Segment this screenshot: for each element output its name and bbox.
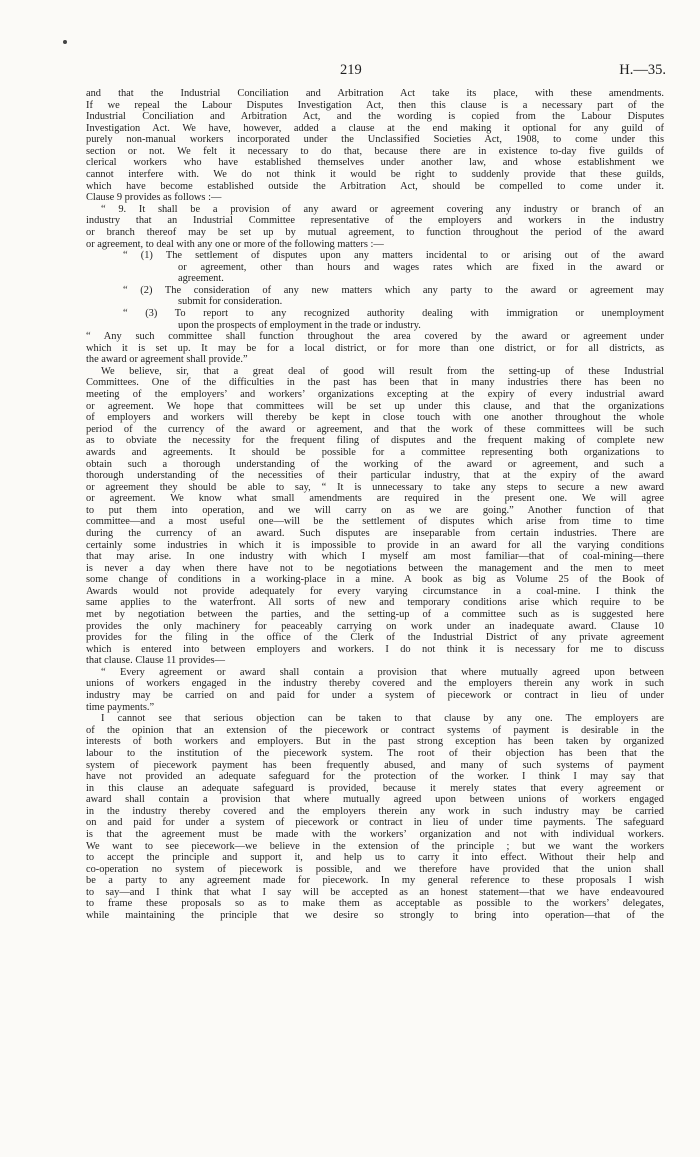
text-line: Investigation Act. We have, however, added a clause at the end making it optional for any guild of (86, 122, 664, 134)
text-line: that clause. Clause 11 provides— (86, 655, 225, 667)
text-line: We believe, sir, that a great deal of good will result from the setting-up of these Industrial (101, 365, 664, 377)
text-line: in this clause an adequate safeguard is provided, because it merely states that every agreement or (86, 782, 664, 794)
text-line: to say—and I think that what I say will be accepted as an honest statement—that we have endeavoured (86, 886, 664, 898)
text-line: awards and agreements. It should be possible for a committee representing both organizations to (86, 446, 664, 458)
text-line: committee—and a most useful one—will be the settlement of disputes which arise from time to time (86, 516, 664, 528)
paper-reference: H.—35. (619, 62, 666, 78)
text-line: section or not. We felt it necessary to do that, because there are in existence to-day five guilds of (86, 145, 664, 157)
text-line: industry that an Industrial Committee representative of the employers and workers in the industry (86, 215, 664, 227)
text-line: provides for the filing in the office of the Clerk of the Industrial District of any private agreement (86, 632, 664, 644)
text-line: “ Any such committee shall function throughout the area covered by the award or agreement under (86, 331, 664, 343)
text-line: is that the agreement must be made with the workers’ organization and not with individual workers. (86, 829, 664, 840)
text-line: during the currency of an award. Such disputes are inseparable from certain industries. There are (86, 527, 664, 539)
text-line: some change of conditions in a working-place in a mine. A book as big as Volume 25 of the Book of (86, 574, 664, 586)
page-header (0, 62, 700, 84)
text-line: time payments.” (86, 701, 155, 713)
text-line: met by negotiation between the parties, and the setting-up of a committee such as is suggested here (86, 609, 664, 621)
text-line: is never a day when there have not to be negotiations between the management and the men to meet (86, 562, 664, 574)
text-line: or agreement. We hope that committees will be set up under this clause, and that the organizations (86, 400, 664, 412)
text-line: as to obviate the necessity for the frequent filing of disputes and the frequent making of complete new (86, 435, 664, 447)
text-line: provides the only machinery for peaceably carrying on work under an inadequate award. Clause 10 (86, 620, 664, 632)
text-line: industry may be carried on and paid for under a system of piecework or contract in lieu of under (86, 690, 664, 702)
text-line: agreement. (178, 273, 224, 285)
text-line: or agreement they should be able to say, “ It is unnecessary to take any steps to secure a new award (86, 481, 664, 493)
text-line: to accept the principle and support it, and help us to carry it into effect. Without their help and (86, 852, 664, 864)
page-number: 219 (340, 62, 362, 78)
text-line: have not provided an adequate safeguard for the protection of the worker. I think I may say that (86, 771, 664, 783)
text-line: or agreement, to deal with any one or more of the following matters :— (86, 238, 384, 250)
text-line: “ (3) To report to any recognized authority dealing with immigration or unemployment (123, 307, 664, 319)
text-line: submit for consideration. (178, 296, 283, 308)
scan-speck (63, 40, 67, 44)
text-line: certainly some industries in which it is impossible to provide in an award for all the varying conditions (86, 539, 664, 551)
text-line: unions of workers engaged in the industry thereby covered and the employers therein any work in such (86, 678, 664, 690)
document-body (86, 88, 664, 922)
text-line: clerical workers who have established themselves under another law, and whose establishment we (86, 157, 664, 169)
text-line: which it is set up. It may be for a local district, or for more than one district, or for all districts, as (86, 342, 664, 354)
text-line: Awards would not provide adequately for every varying circumstance in a coal-mine. I think the (86, 585, 664, 597)
text-line: upon the prospects of employment in the trade or industry. (178, 319, 421, 331)
text-line: to put them into operation, and we will carry on as we are going.” Another function of that (86, 504, 664, 516)
text-line: Committees. One of the difficulties in the past has been that in many industries there has been no (86, 377, 664, 389)
text-line: If we repeal the Labour Disputes Investigation Act, then this clause is a necessary part of the (86, 99, 664, 111)
text-line: which have become established outside the Arbitration Act, should be compelled to come under it. (86, 180, 664, 192)
text-line: co-operation no system of piecework is possible, and we therefore have provided that the union shall (86, 863, 664, 875)
text-line: “ (1) The settlement of disputes upon any matters incidental to or arising out of the award (123, 250, 664, 262)
text-line: thorough understanding of the necessities of their particular industry, that at the expiry of the award (86, 470, 664, 482)
text-line: purely non-manual workers incorporated under the Unclassified Societies Act, 1908, to come under this (86, 134, 664, 146)
text-line: on and paid for under a system of piecework or contract in lieu of under time payments. The safeguard (86, 817, 664, 829)
text-line: Industrial Conciliation and Arbitration Act, and the wording is copied from the Labour Disputes (86, 111, 664, 123)
text-line: “ 9. It shall be a provision of any award or agreement covering any industry or branch of an (101, 203, 664, 215)
text-line: I cannot see that serious objection can be taken to that clause by any one. The employers are (101, 713, 664, 725)
text-line: that may arise. In one industry with which I myself am most familiar—that of coal-mining—there (86, 551, 664, 563)
text-line: labour to the institution of the piecework system. The root of their objection has been that the (86, 747, 664, 759)
text-line: or agreement, other than hours and wages rates which are fixed in the award or (178, 261, 664, 273)
text-line: of employers and workers will thereby be kept in close touch with one another throughout the whole (86, 412, 664, 424)
text-line: while maintaining the principle that we desire so strongly to bring into operation—that of the (86, 910, 664, 922)
text-line: same applies to the waterfront. All sorts of new and temporary conditions arise which require to be (86, 597, 664, 609)
text-line: “ Every agreement or award shall contain a provision that where mutually agreed upon between (101, 666, 664, 678)
text-line: which is entered into between employers and workers. I do not think it is necessary for me to discuss (86, 643, 664, 655)
text-line: or agreement. We know what small amendments are required in the present one. We will agree (86, 493, 664, 505)
text-line: in the industry thereby covered and the employers therein any work in such industry may be carried (86, 805, 664, 817)
text-line: to frame these proposals so as to make them as acceptable as possible to the workers’ delegates, (86, 898, 664, 910)
text-line: or branch thereof may be set up by mutual agreement, to function throughout the period of the award (86, 226, 664, 238)
text-line: award shall contain a provision that where mutually agreed upon between unions of workers engaged (86, 794, 664, 806)
text-line: the award or agreement shall provide.” (86, 354, 248, 366)
text-line: period of the currency of the award or agreement, and that the work of these committees will be such (86, 423, 664, 435)
text-line: cannot interfere with. We do not think it would be right to suddenly provide that these guilds, (86, 169, 664, 181)
text-line: We want to see piecework—we believe in the extension of the principle ; but we want the workers (86, 840, 664, 852)
text-line: obtain such a thorough understanding of the working of the award or agreement, and such a (86, 458, 664, 470)
text-line: Clause 9 provides as follows :— (86, 192, 222, 204)
text-line: and that the Industrial Conciliation and Arbitration Act take its place, with these amendments. (86, 88, 664, 99)
text-line: interests of both workers and employers. But in the past strong exception has been taken by organized (86, 736, 664, 748)
text-line: be a party to any agreement made for piecework. In my general reference to these proposals I wish (86, 875, 664, 887)
text-line: meeting of the employers’ and workers’ organizations excepting at the expiry of every industrial award (86, 389, 664, 401)
text-line: of the opinion that an extension of the piecework or contract systems of payment is desirable in the (86, 724, 664, 736)
text-line: system of piecework payment has been frequently abused, and many of such systems of payment (86, 759, 664, 771)
text-line: “ (2) The consideration of any new matters which any party to the award or agreement may (123, 284, 664, 296)
